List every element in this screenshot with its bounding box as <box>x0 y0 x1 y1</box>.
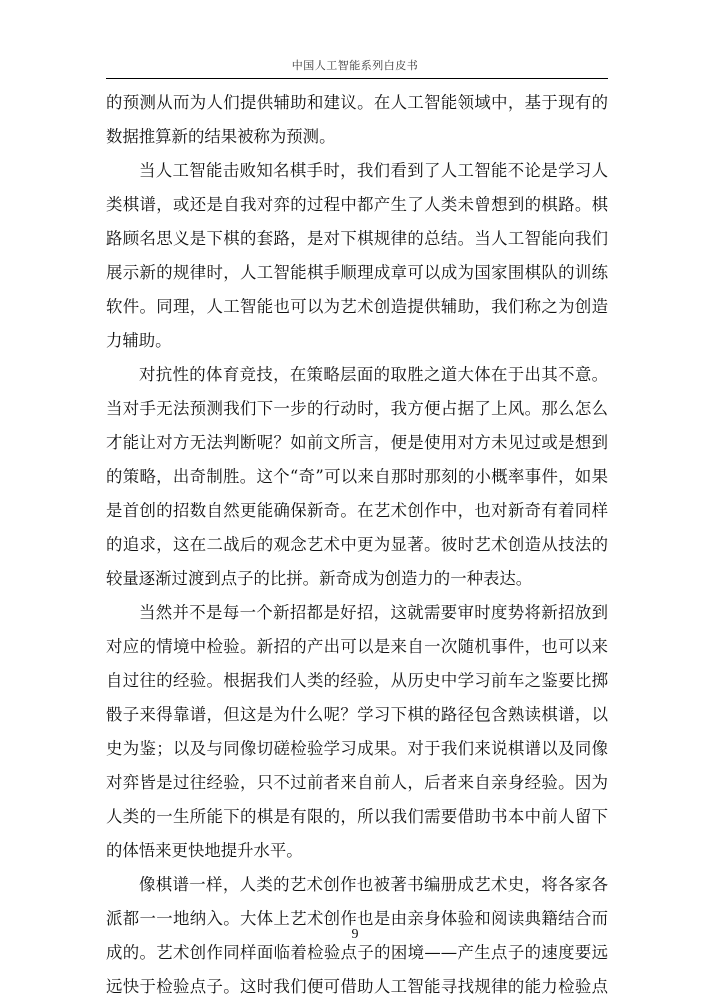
text-line: 软件。同理，人工智能也可以为艺术创造提供辅助，我们称之为创造 <box>106 297 608 316</box>
text-line: 当人工智能击败知名棋手时，我们看到了人工智能不论是学习人 <box>139 161 608 180</box>
text-line: 对抗性的体育竞技，在策略层面的取胜之道大体在于出其不意。 <box>139 365 608 384</box>
text-line: 路顾名思义是下棋的套路，是对下棋规律的总结。当人工智能向我们 <box>106 229 608 248</box>
text-line: 派都一一地纳入。大体上艺术创作也是由亲身体验和阅读典籍结合而 <box>106 909 608 928</box>
text-line: 人类的一生所能下的棋是有限的，所以我们需要借助书本中前人留下 <box>106 807 608 826</box>
text-line: 当然并不是每一个新招都是好招，这就需要审时度势将新招放到 <box>139 603 608 622</box>
paragraph-4 <box>106 596 608 868</box>
text-line: 展示新的规律时，人工智能棋手顺理成章可以成为国家围棋队的训练 <box>106 263 608 282</box>
text-line: 才能让对方无法判断呢？如前文所言，便是使用对方未见过或是想到 <box>106 433 608 452</box>
text-line: 远快于检验点子。这时我们便可借助人工智能寻找规律的能力检验点 <box>106 977 608 996</box>
text-line: 对应的情境中检验。新招的产出可以是来自一次随机事件，也可以来 <box>106 637 608 656</box>
text-line: 成的。艺术创作同样面临着检验点子的困境——产生点子的速度要远 <box>106 943 608 962</box>
text-line: 自过往的经验。根据我们人类的经验，从历史中学习前车之鉴要比掷 <box>106 671 608 690</box>
text-line: 的追求，这在二战后的观念艺术中更为显著。彼时艺术创造从技法的 <box>106 535 608 554</box>
text-line: 当对手无法预测我们下一步的行动时，我方便占据了上风。那么怎么 <box>106 399 608 418</box>
text-line: 力辅助。 <box>106 331 172 350</box>
header-rule <box>106 78 608 79</box>
paragraph-1 <box>106 86 608 154</box>
text-line: 的预测从而为人们提供辅助和建议。在人工智能领域中，基于现有的 <box>106 93 608 112</box>
text-line: 像棋谱一样，人类的艺术创作也被著书编册成艺术史，将各家各 <box>139 875 608 894</box>
text-line: 的体悟来更快地提升水平。 <box>106 841 303 860</box>
text-line: 是首创的招数自然更能确保新奇。在艺术创作中，也对新奇有着同样 <box>106 501 608 520</box>
text-line: 数据推算新的结果被称为预测。 <box>106 127 336 146</box>
text-line: 的策略，出奇制胜。这个“奇”可以来自那时那刻的小概率事件，如果 <box>106 467 608 486</box>
text-line: 对弈皆是过往经验，只不过前者来自前人，后者来自亲身经验。因为 <box>106 773 608 792</box>
text-line: 骰子来得靠谱，但这是为什么呢？学习下棋的路径包含熟读棋谱，以 <box>106 705 608 724</box>
running-header: 中国人工智能系列白皮书 <box>291 59 419 72</box>
page-number: 9 <box>351 927 359 942</box>
body-text <box>106 86 608 1004</box>
text-line: 较量逐渐过渡到点子的比拼。新奇成为创造力的一种表达。 <box>106 569 533 588</box>
paragraph-3 <box>106 358 608 596</box>
text-line: 类棋谱，或还是自我对弈的过程中都产生了人类未曾想到的棋路。棋 <box>106 195 608 214</box>
paragraph-2 <box>106 154 608 358</box>
text-line: 史为鉴；以及与同像切磋检验学习成果。对于我们来说棋谱以及同像 <box>106 739 608 758</box>
